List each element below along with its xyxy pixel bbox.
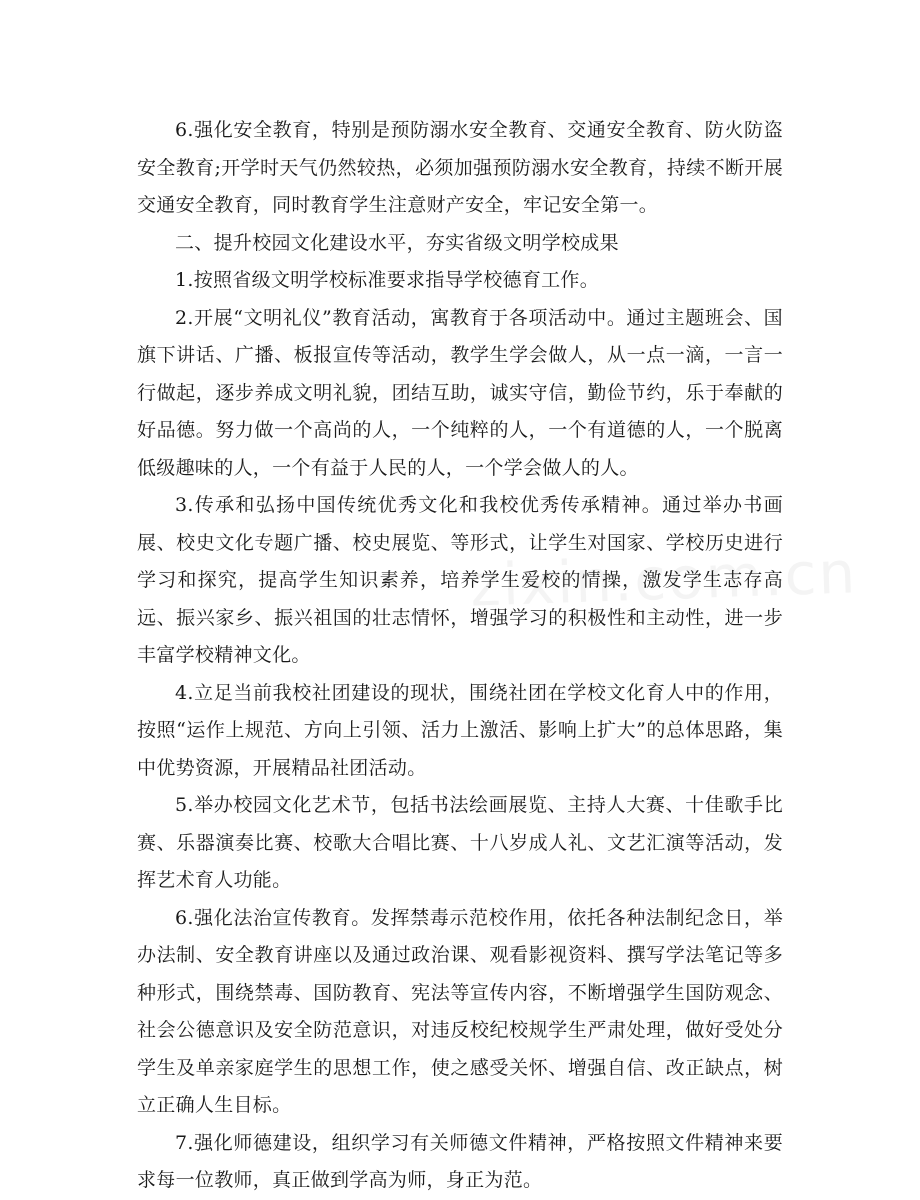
paragraph-item-5: 5.举办校园文化艺术节，包括书法绘画展览、主持人大赛、十佳歌手比赛、乐器演奏比赛、校歌大合唱比赛、十八岁成人礼、文艺汇演等活动，发挥艺术育人功能。 (137, 794, 783, 891)
paragraph-item-2: 2.开展“文明礼仪”教育活动，寓教育于各项活动中。通过主题班会、国旗下讲话、广播、板报宣传等活动，教学生学会做人，从一点一滴，一言一行做起，逐步养成文明礼貌，团结互助，诚实守信，勤俭节约，乐于奉献的好品德。努力做一个高尚的人，一个纯粹的人，一个有道德的人，一个脱离低级趣味的人，一个有益于人民的人，一个学会做人的人。 (137, 306, 783, 479)
paragraph-item-3: 3.传承和弘扬中国传统优秀文化和我校优秀传承精神。通过举办书画展、校史文化专题广播、校史展览、等形式，让学生对国家、学校历史进行学习和探究，提高学生知识素养，培养学生爱校的情操，激发学生志存高远、振兴家乡、振兴祖国的壮志情怀，增强学习的积极性和主动性，进一步丰富学校精神文化。 (137, 494, 783, 666)
paragraph-item-1: 1.按照省级文明学校标准要求指导学校德育工作。 (175, 269, 600, 291)
paragraph-item-4: 4.立足当前我校社团建设的现状，围绕社团在学校文化育人中的作用，按照“运作上规范、方向上引领、活力上激活、影响上扩大”的总体思路，集中优势资源，开展精品社团活动。 (137, 681, 783, 779)
section-heading-campus-culture: 二、提升校园文化建设水平，夯实省级文明学校成果 (175, 231, 619, 254)
paragraph-safety-education: 6.强化安全教育，特别是预防溺水安全教育、交通安全教育、防火防盗安全教育;开学时天气仍然较热，必须加强预防溺水安全教育，持续不断开展交通安全教育，同时教育学生注意财产安全，牢记安全第一。 (137, 119, 783, 216)
paragraph-item-7: 7.强化师德建设，组织学习有关师德文件精神，严格按照文件精神来要求每一位教师，真正做到学高为师，身正为范。 (137, 1131, 783, 1191)
paragraph-item-6: 6.强化法治宣传教育。发挥禁毒示范校作用，依托各种法制纪念日，举办法制、安全教育讲座以及通过政治课、观看影视资料、撰写学法笔记等多种形式，围绕禁毒、国防教育、宪法等宣传内容，不断增强学生国防观念、社会公德意识及安全防范意识，对违反校纪校规学生严肃处理，做好受处分学生及单亲家庭学生的思想工作，使之感受关怀、增强自信、改正缺点，树立正确人生目标。 (137, 906, 783, 1116)
document-body (137, 112, 783, 1200)
